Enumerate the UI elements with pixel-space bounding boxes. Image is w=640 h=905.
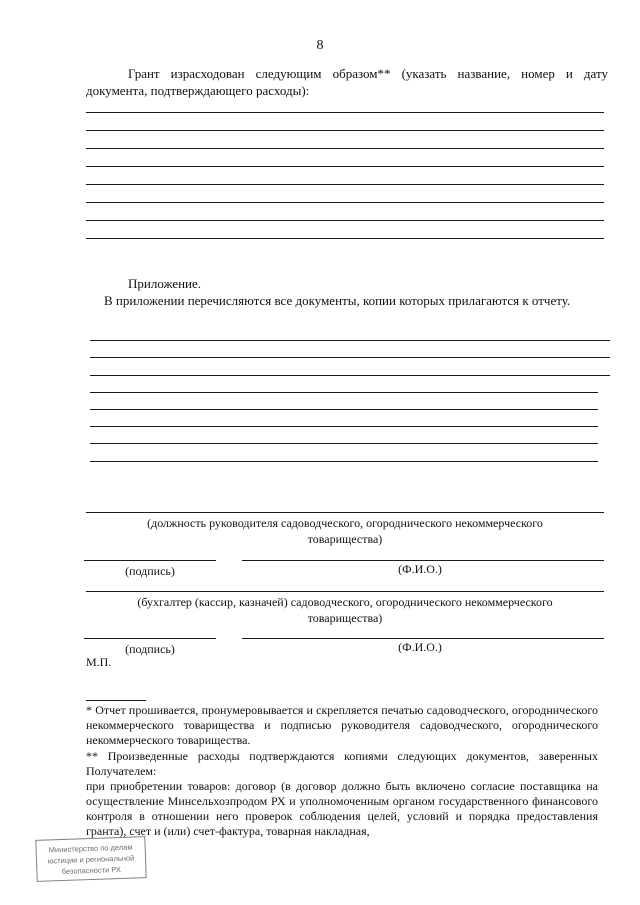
fill-line — [86, 220, 604, 221]
signature-line — [84, 560, 216, 561]
footnotes — [86, 703, 598, 839]
fill-line — [90, 357, 610, 358]
ministry-stamp — [35, 836, 146, 882]
seal-place: М.П. — [86, 655, 112, 669]
fill-line — [90, 409, 598, 410]
footnote-2: ** Произведенные расходы подтверждаются копиями следующих документов, заверенных Получателем: — [86, 749, 598, 778]
fill-line — [90, 340, 610, 341]
signature-caption: (подпись) — [125, 564, 175, 578]
accountant-position-caption: (бухгалтер (кассир, казначей) садоводческого, огороднического некоммерческого товарищества) — [137, 595, 553, 625]
fill-line — [86, 130, 604, 131]
fio-caption: (Ф.И.О.) — [398, 640, 442, 654]
stamp-line: безопасности РХ — [61, 864, 122, 877]
grant-expenses-paragraph: Грант израсходован следующим образом** (указать название, номер и дату документа, подтверждающего расходы): — [86, 66, 608, 98]
stamp-line: юстиции и региональной — [47, 853, 135, 866]
signature-line — [84, 638, 216, 639]
footnote-1: * Отчет прошивается, пронумеровывается и скрепляется печатью садоводческого, огороднического некоммерческого товарищества и подписью руководителя садоводческого, огороднического некоммерческого товарищества. — [86, 703, 598, 747]
stamp-line: Министерство по делам — [48, 842, 133, 855]
fill-line — [90, 426, 598, 427]
fill-line — [90, 375, 610, 376]
fill-line — [86, 166, 604, 167]
position-line — [86, 512, 604, 513]
footnote-3: при приобретении товаров: договор (в договор должно быть включено согласие поставщика на осуществление Минсельхозпродом РХ и уполномоченным органом государственного финансового контроля в отношении него проверок соблюдения целей, условий и порядка предоставления гранта), счет и (или) счет-фактура, товарная накладная, — [86, 779, 598, 838]
fill-line — [86, 184, 604, 185]
fill-line — [86, 112, 604, 113]
chairman-position-caption: (должность руководителя садоводческого, огороднического некоммерческого товарищества) — [147, 516, 543, 546]
fill-line — [90, 392, 598, 393]
fill-line — [86, 148, 604, 149]
footnote-separator — [86, 700, 146, 701]
fio-caption: (Ф.И.О.) — [398, 562, 442, 576]
fill-line — [86, 202, 604, 203]
fill-line — [90, 443, 598, 444]
signature-caption: (подпись) — [125, 642, 175, 656]
appendix-paragraph: В приложении перечисляются все документы, копии которых прилагаются к отчету. — [104, 293, 571, 308]
appendix-title: Приложение. — [128, 276, 202, 291]
fill-line — [86, 238, 604, 239]
position-line — [86, 591, 604, 592]
fill-line — [90, 461, 598, 462]
page-number: 8 — [316, 38, 324, 53]
